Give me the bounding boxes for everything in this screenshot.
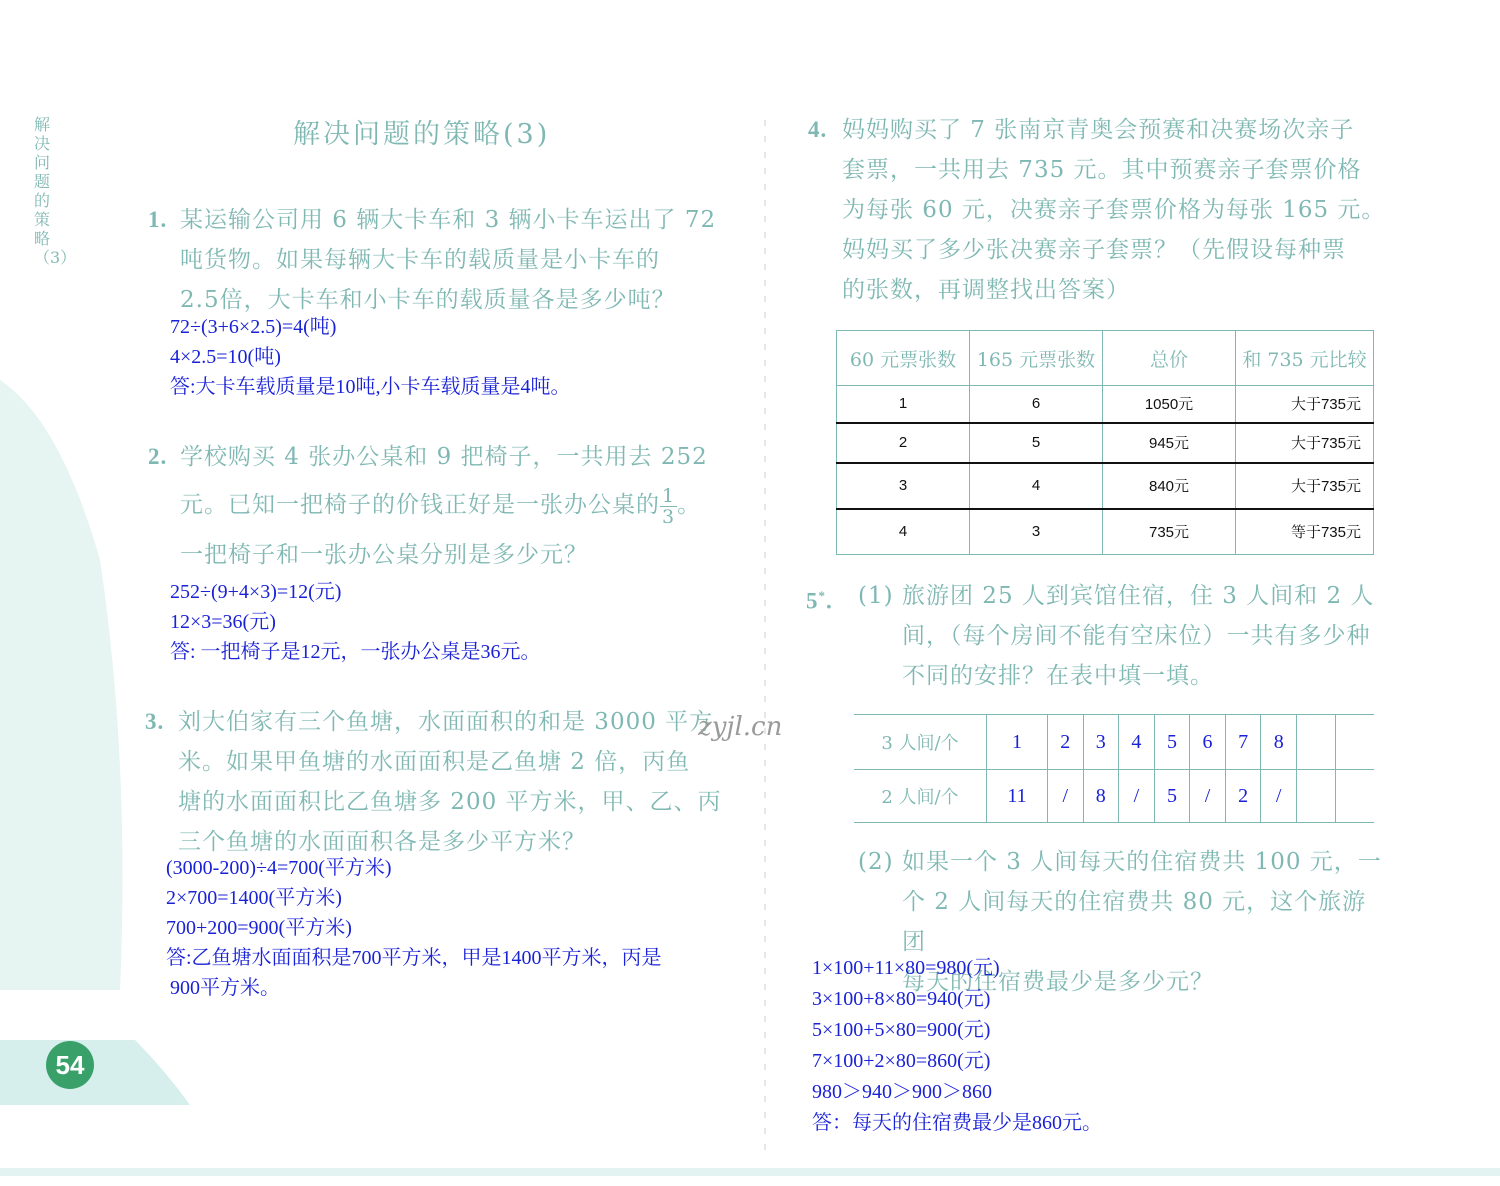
table-row	[837, 509, 1374, 555]
table-cell: 1050元	[1103, 386, 1236, 423]
problem-5-part1-text: 旅游团 25 人到宾馆住宿，住 3 人间和 2 人 间，（每个房间不能有空床位）一共有多少种 不同的安排？在表中填一填。	[902, 583, 1375, 689]
table-cell: 大于735元	[1236, 463, 1374, 509]
page-number-badge: 54	[46, 1041, 94, 1089]
table-cell: 6	[970, 386, 1103, 423]
table-cell: 3	[837, 463, 970, 509]
problem-5-answer: 1×100+11×80=980(元) 3×100+8×80=940(元) 5×100+5×80=900(元) 7×100+2×80=860(元) 980＞940＞900＞860 答：每天的住宿费最少是860元。	[812, 957, 1102, 1134]
watermark: zyjl.cn	[698, 712, 783, 742]
table-cell: 8	[1261, 715, 1297, 770]
table-cell: 7	[1225, 715, 1261, 770]
table-cell: 4	[837, 509, 970, 555]
table-row	[837, 423, 1374, 463]
header-cell: 和 735 元比较	[1236, 331, 1374, 386]
side-chapter-label: 解决问题的策略（3）	[34, 115, 77, 267]
problem-3-text: 刘大伯家有三个鱼塘，水面面积的和是 3000 平方 米。如果甲鱼塘的水面面积是乙鱼塘 2 倍，丙鱼 塘的水面面积比乙鱼塘多 200 平方米，甲、乙、丙 三个鱼塘的水面面积各是多少平方米？	[178, 709, 722, 855]
table-cell: 2	[837, 423, 970, 463]
table-cell: 大于735元	[1236, 386, 1374, 423]
table-row	[837, 463, 1374, 509]
table-cell: 945元	[1103, 423, 1236, 463]
table-cell: 1	[837, 386, 970, 423]
problem-5-part1-label: (1)	[858, 583, 894, 609]
table-cell: /	[1119, 770, 1155, 823]
problem-5-part2-text: 如果一个 3 人间每天的住宿费共 100 元，一 个 2 人间每天的住宿费共 80 元，这个旅游团 每天的住宿费最少是多少元？	[902, 849, 1382, 995]
table-cell	[1336, 770, 1375, 823]
table-cell: 4	[1119, 715, 1155, 770]
table-cell: 等于735元	[1236, 509, 1374, 555]
table-cell: 8	[1083, 770, 1119, 823]
table-cell: /	[1047, 770, 1083, 823]
problem-1-answer: 72÷(3+6×2.5)=4(吨) 4×2.5=10(吨) 答:大卡车载质量是10吨,小卡车载质量是4吨。	[170, 316, 571, 398]
table-cell: 5	[1154, 770, 1190, 823]
table-cell: 11	[987, 770, 1048, 823]
ticket-table-header	[837, 331, 1374, 386]
header-cell: 165 元票张数	[970, 331, 1103, 386]
problem-3-answer: (3000-200)÷4=700(平方米) 2×700=1400(平方米) 700+200=900(平方米) 答:乙鱼塘水面面积是700平方米，甲是1400平方米，丙是 900平方米。	[166, 857, 662, 999]
table-cell: 5	[1154, 715, 1190, 770]
table-cell: 2	[1225, 770, 1261, 823]
room-row-3	[854, 715, 1374, 770]
table-cell: 5	[970, 423, 1103, 463]
table-cell: 1	[987, 715, 1048, 770]
problem-3-number: 3.	[145, 709, 165, 734]
page-title: 解决问题的策略(3)	[293, 119, 551, 150]
header-cell: 60 元票张数	[837, 331, 970, 386]
problem-4-number: 4.	[808, 117, 828, 142]
problem-5-part2-label: (2)	[858, 849, 894, 875]
table-cell: 4	[970, 463, 1103, 509]
table-cell: 大于735元	[1236, 423, 1374, 463]
table-cell	[1297, 715, 1336, 770]
problem-4-text: 妈妈购买了 7 张南京青奥会预赛和决赛场次亲子 套票，一共用去 735 元。其中预赛亲子套票价格 为每张 60 元，决赛亲子套票价格为每张 165 元。 妈妈买了多少张决赛亲子套票？（先假设每种票 的张数，再调整找出答案）	[842, 117, 1386, 303]
table-cell: /	[1190, 770, 1226, 823]
row-label: 2 人间/个	[854, 770, 987, 823]
row-label: 3 人间/个	[854, 715, 987, 770]
table-cell: 6	[1190, 715, 1226, 770]
problem-5-number: 5*.	[806, 588, 833, 614]
ticket-table	[836, 330, 1374, 555]
table-cell: /	[1261, 770, 1297, 823]
table-row	[837, 386, 1374, 423]
problem-2-answer: 252÷(9+4×3)=12(元) 12×3=36(元) 答: 一把椅子是12元，一张办公桌是36元。	[170, 581, 541, 663]
table-cell: 2	[1047, 715, 1083, 770]
table-cell: 840元	[1103, 463, 1236, 509]
room-row-2	[854, 770, 1374, 823]
table-cell	[1336, 715, 1375, 770]
header-cell: 总价	[1103, 331, 1236, 386]
table-cell: 3	[970, 509, 1103, 555]
problem-2-text: 学校购买 4 张办公桌和 9 把椅子，一共用去 252 元。已知一把椅子的价钱正好是一张办公桌的 $\frac{1}{3}$ 。 一把椅子和一张办公桌分别是多少元？	[180, 444, 708, 568]
problem-1-number: 1.	[148, 207, 168, 232]
problem-1-text: 某运输公司用 6 辆大卡车和 3 辆小卡车运出了 72 吨货物。如果每辆大卡车的载质量是小卡车的 2.5倍，大卡车和小卡车的载质量各是多少吨？	[180, 207, 717, 313]
room-table	[854, 714, 1374, 823]
problem-2-number: 2.	[148, 444, 168, 469]
table-cell: 735元	[1103, 509, 1236, 555]
table-cell	[1297, 770, 1336, 823]
table-cell: 3	[1083, 715, 1119, 770]
